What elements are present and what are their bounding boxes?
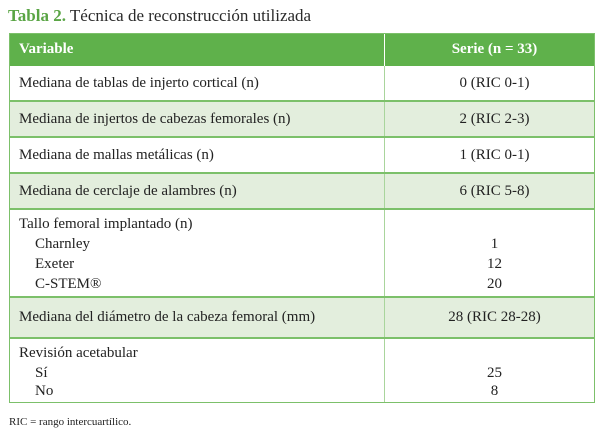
table-row xyxy=(10,174,594,210)
table-row xyxy=(10,138,594,174)
data-table xyxy=(9,33,595,403)
row-label: Tallo femoral implantado (n) xyxy=(19,216,193,232)
subitem-value: 20 xyxy=(487,276,502,292)
table-title: Técnica de reconstrucción utilizada xyxy=(69,6,312,25)
row-value: 28 (RIC 28-28) xyxy=(448,309,541,325)
row-label: Mediana de cerclaje de alambres (n) xyxy=(19,183,237,199)
column-divider xyxy=(384,339,385,402)
row-value: 1 (RIC 0-1) xyxy=(459,147,530,163)
column-divider xyxy=(384,34,385,66)
subitem-label: Exeter xyxy=(35,256,75,272)
row-label: Mediana de tablas de injerto cortical (n) xyxy=(19,75,259,91)
table-header xyxy=(10,34,594,66)
column-divider xyxy=(384,102,385,136)
table-row xyxy=(10,102,594,138)
table-row xyxy=(10,298,594,339)
subitem-label: Sí xyxy=(35,365,48,381)
column-divider xyxy=(384,210,385,296)
row-value: 6 (RIC 5-8) xyxy=(459,183,530,199)
header-variable: Variable xyxy=(19,41,74,57)
row-label: Mediana de injertos de cabezas femorales (n) xyxy=(19,111,291,127)
subitem-label: C-STEM® xyxy=(35,276,102,292)
table-row-group xyxy=(10,339,594,402)
subitem-value: 1 xyxy=(490,236,499,252)
row-label: Revisión acetabular xyxy=(19,345,138,361)
table-number: Tabla 2. xyxy=(8,6,66,25)
subitem-value: 12 xyxy=(487,256,502,272)
column-divider xyxy=(384,138,385,172)
row-label: Mediana del diámetro de la cabeza femoral (mm) xyxy=(19,309,316,325)
header-serie: Serie (n = 33) xyxy=(451,41,538,57)
table-row-group xyxy=(10,210,594,298)
footnote: RIC = rango intercuartílico. xyxy=(9,416,132,428)
row-value: 2 (RIC 2-3) xyxy=(459,111,530,127)
column-divider xyxy=(384,298,385,337)
subitem-label: No xyxy=(35,383,54,399)
row-value: 0 (RIC 0-1) xyxy=(459,75,530,91)
subitem-label: Charnley xyxy=(35,236,90,252)
column-divider xyxy=(384,174,385,208)
subitem-value: 25 xyxy=(487,365,502,381)
column-divider xyxy=(384,66,385,100)
table-caption xyxy=(8,6,311,26)
row-label: Mediana de mallas metálicas (n) xyxy=(19,147,214,163)
subitem-value: 8 xyxy=(490,383,499,399)
table-row xyxy=(10,66,594,102)
